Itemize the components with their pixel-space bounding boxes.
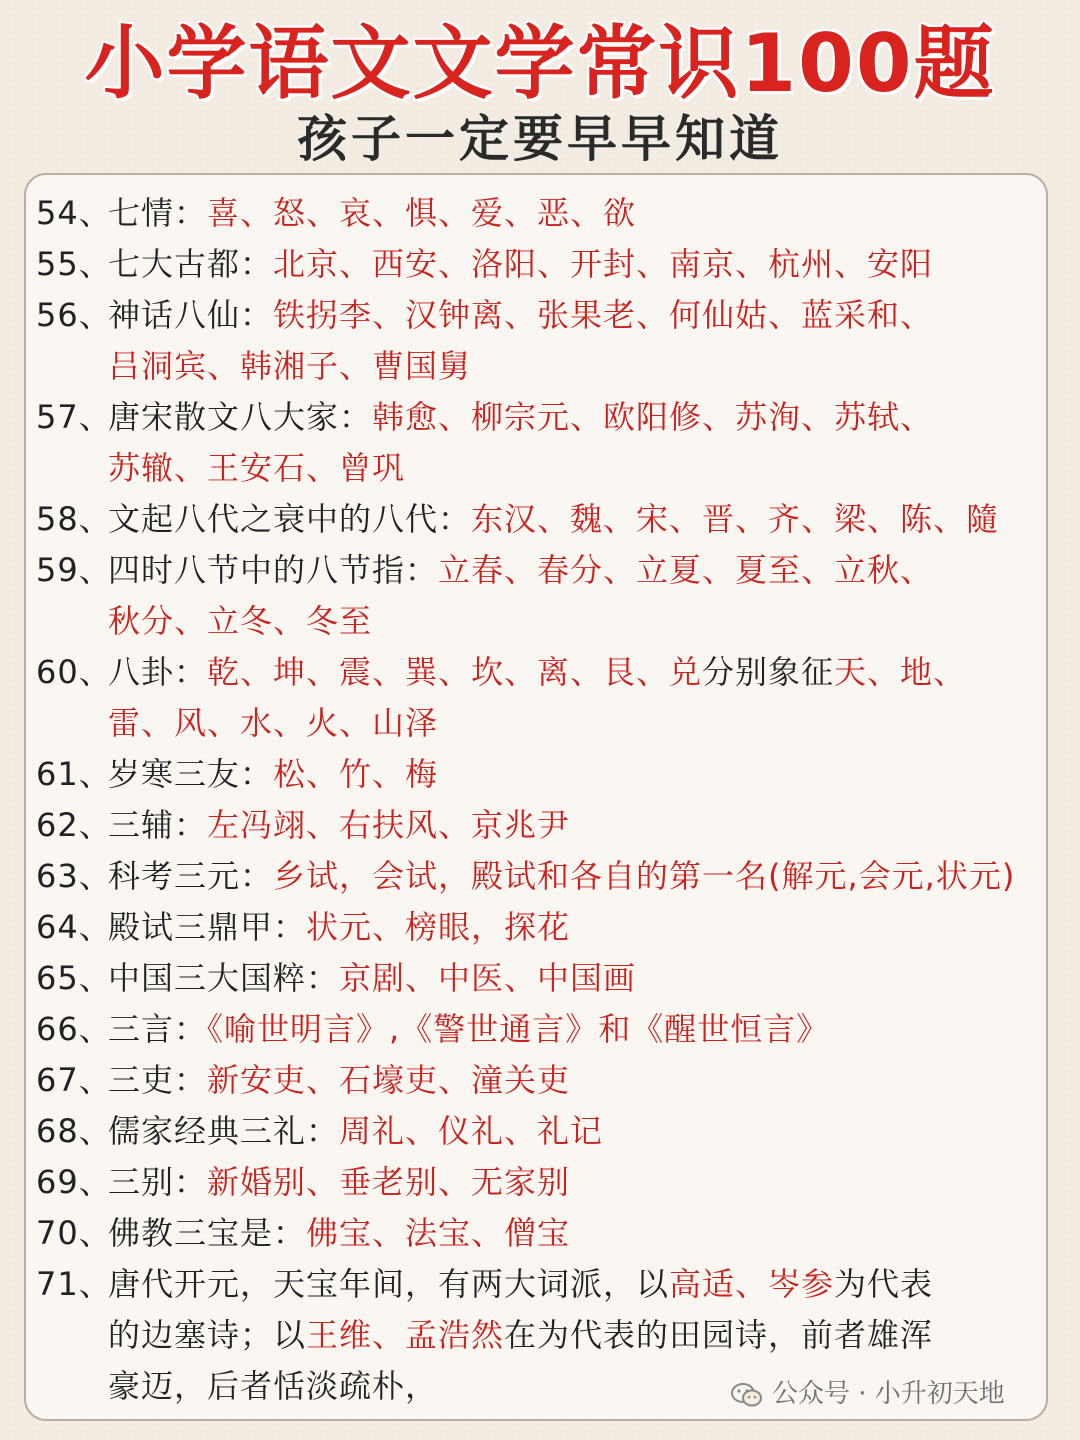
item-answer: 高适、岑参 [669,1265,835,1303]
item-number: 55、 [36,245,112,283]
item-answer: 北京、西安、洛阳、开封、南京、杭州、安阳 [273,245,934,283]
item-number: 66、 [36,1010,112,1048]
item-label: 岁寒三友： [108,755,274,793]
page-title: 小学语文文学常识100题 [84,17,996,110]
item-answer: 佛宝、法宝、僧宝 [306,1214,571,1252]
item-label: 三辅： [108,806,208,844]
list-item [36,239,1046,290]
item-number: 67、 [36,1061,112,1099]
item-label: 三言： [108,1010,208,1048]
list-item [36,392,1046,443]
list-item [36,902,1046,953]
item-number: 63、 [36,857,112,895]
list-item [36,800,1046,851]
item-answer: 雷、风、水、火、山泽 [108,704,439,742]
item-label: 三别： [108,1163,208,1201]
watermark-text: 公众号 · 小升初天地 [772,1379,1005,1409]
item-number: 56、 [36,296,112,334]
item-answer: 新安吏、石壕吏、潼关吏 [207,1061,571,1099]
watermark [730,1374,1005,1414]
list-item [36,1208,1046,1259]
item-label: 八卦： [108,653,208,691]
list-item [36,851,1046,902]
item-answer: 王维、孟浩然 [306,1316,505,1354]
item-answer: 新婚别、垂老别、无家别 [207,1163,571,1201]
list-item-continuation [36,1310,1046,1361]
item-number: 59、 [36,551,112,589]
list-item [36,188,1046,239]
item-number: 61、 [36,755,112,793]
item-label: 四时八节中的八节指： [108,551,439,589]
item-answer: 铁拐李、汉钟离、张果老、何仙姑、蓝采和、 [273,296,934,334]
item-text: 为代表 [834,1265,934,1303]
item-number: 64、 [36,908,112,946]
list-item-continuation [36,596,1046,647]
item-answer: 乡试，会试，殿试和各自的第一名(解元,会元,状元) [273,857,1016,895]
list-item-continuation [36,698,1046,749]
item-answer: 东汉、魏、宋、晋、齐、梁、陈、隨 [471,500,1000,538]
item-label: 科考三元： [108,857,274,895]
list-item [36,545,1046,596]
list-item [36,1004,1046,1055]
item-number: 70、 [36,1214,112,1252]
item-text: 唐代开元，天宝年间，有两大词派，以 [108,1265,670,1303]
item-label: 三吏： [108,1061,208,1099]
page-subtitle: 孩子一定要早早知道 [297,110,783,168]
list-item [36,647,1046,698]
item-number: 58、 [36,500,112,538]
item-number: 69、 [36,1163,112,1201]
item-label: 七大古都： [108,245,274,283]
item-answer: 秋分、立冬、冬至 [108,602,373,640]
item-number: 68、 [36,1112,112,1150]
item-number: 71、 [36,1265,112,1303]
item-text: 豪迈，后者恬淡疏朴， [108,1367,439,1405]
item-answer: 喜、怒、哀、惧、爱、恶、欲 [207,194,637,232]
list-item [36,1259,1046,1310]
item-label: 七情： [108,194,208,232]
item-text: 分别象征 [702,653,835,691]
list-item [36,953,1046,1004]
item-text: 的边塞诗；以 [108,1316,307,1354]
list-item [36,290,1046,341]
item-number: 60、 [36,653,112,691]
item-answer: 左冯翊、右扶风、京兆尹 [207,806,571,844]
item-answer: 《喻世明言》,《警世通言》和《醒世恒言》 [207,1010,830,1048]
item-label: 唐宋散文八大家： [108,398,373,436]
item-answer: 苏辙、王安石、曾巩 [108,449,406,487]
knowledge-list [36,188,1046,1412]
list-item-continuation [36,443,1046,494]
item-answer: 吕洞宾、韩湘子、曹国舅 [108,347,472,385]
item-text: 在为代表的田园诗，前者雄浑 [504,1316,934,1354]
list-item-continuation [36,341,1046,392]
item-label: 儒家经典三礼： [108,1112,340,1150]
item-number: 62、 [36,806,112,844]
list-item [36,494,1046,545]
item-answer: 松、竹、梅 [273,755,439,793]
item-answer: 乾、坤、震、巽、坎、离、艮、兑 [207,653,703,691]
item-label: 佛教三宝是： [108,1214,307,1252]
list-item [36,1106,1046,1157]
item-number: 54、 [36,194,112,232]
item-answer: 立春、春分、立夏、夏至、立秋、 [438,551,934,589]
list-item [36,1157,1046,1208]
list-item [36,1055,1046,1106]
item-label: 文起八代之衰中的八代： [108,500,472,538]
list-item [36,749,1046,800]
item-number: 65、 [36,959,112,997]
item-answer: 京剧、中医、中国画 [339,959,637,997]
item-answer: 韩愈、柳宗元、欧阳修、苏洵、苏轼、 [372,398,934,436]
item-answer: 周礼、仪礼、礼记 [339,1112,604,1150]
item-answer: 天、地、 [834,653,967,691]
item-number: 57、 [36,398,112,436]
item-label: 神话八仙： [108,296,274,334]
item-label: 中国三大国粹： [108,959,340,997]
wechat-icon [730,1382,764,1408]
item-answer: 状元、榜眼，探花 [306,908,571,946]
item-label: 殿试三鼎甲： [108,908,307,946]
